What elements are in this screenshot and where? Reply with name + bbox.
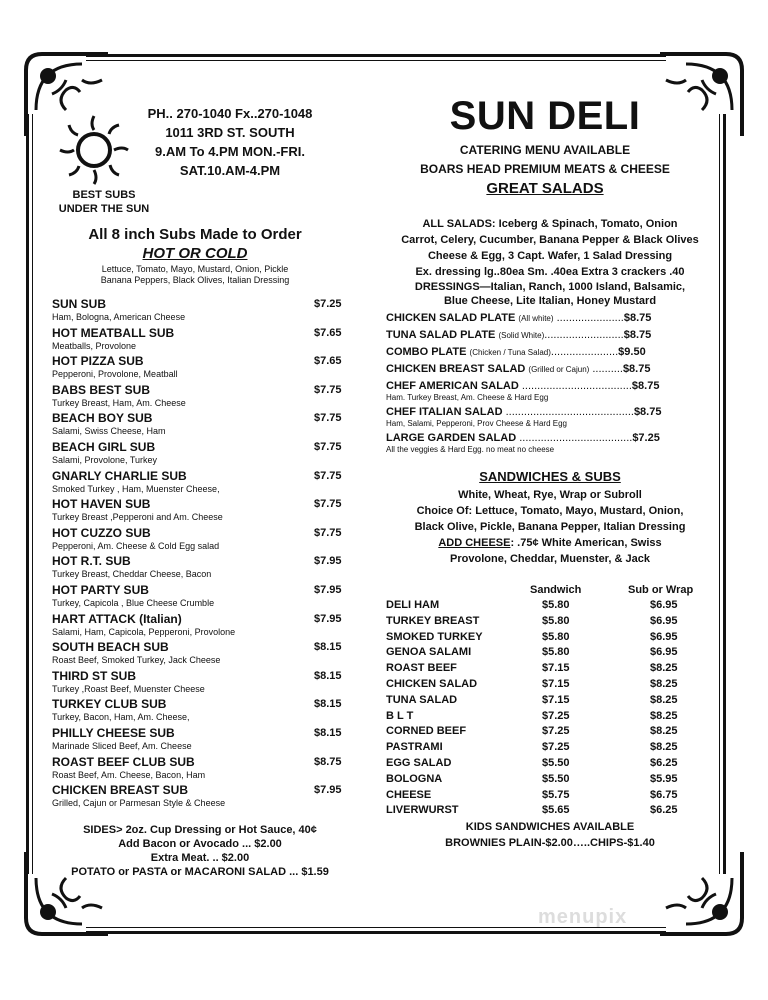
salad-dots: ..........................................: [505, 406, 634, 418]
page-title: SUN DELI: [449, 94, 641, 138]
sub-name: TURKEY CLUB SUB: [52, 697, 167, 712]
sub-price: $7.65: [314, 326, 342, 339]
sandwich-name: TUNA SALAD: [386, 693, 458, 706]
sub-name: HOT R.T. SUB: [52, 554, 131, 569]
salad-item: [386, 363, 686, 380]
salad-item: [386, 329, 686, 346]
sandwich-name: EGG SALAD: [386, 756, 452, 769]
sub-wrap-price: $6.95: [650, 614, 678, 627]
corner-ornament-icon: [656, 848, 746, 938]
salad-item: [386, 312, 686, 329]
table-row: [386, 599, 706, 615]
sub-name: HART ATTACK (Italian): [52, 611, 182, 626]
sandwich-name: LIVERWURST: [386, 804, 459, 817]
sandwiches-info: White, Wheat, Rye, Wrap or Subroll Choice Of: Lettuce, Tomato, Mayo, Mustard, Onion, Black Olive, Pickle, Banana Pepper, Italian Dressing ADD CHEESE: .75¢ White American, Swiss Provolone, Cheddar, Muenster, & Jack: [414, 489, 686, 565]
salad-desc: Ham. Turkey Breast, Am. Cheese & Hard Egg: [386, 393, 549, 402]
sub-item: [52, 612, 348, 641]
subs-list: [52, 297, 348, 812]
sub-price: $7.75: [314, 440, 342, 453]
sub-price: $8.75: [314, 755, 342, 768]
table-row: [386, 678, 706, 694]
sandwich-name: B L T: [386, 709, 414, 722]
kids-text: KIDS SANDWICHES AVAILABLE: [465, 821, 635, 833]
tagline: BEST SUBS UNDER THE SUN: [58, 189, 150, 215]
sub-item: [52, 697, 348, 726]
sub-item: [52, 583, 348, 612]
sandwich-price: $5.50: [542, 756, 570, 769]
sub-name: GNARLY CHARLIE SUB: [52, 468, 187, 483]
sandwich-name: BOLOGNA: [386, 772, 443, 785]
sub-item: [52, 726, 348, 755]
table-row: [386, 631, 706, 647]
sub-name: HOT PARTY SUB: [52, 582, 149, 597]
phone-text: PH.. 270-1040 Fx..270-1048: [147, 106, 313, 121]
salad-name: TUNA SALAD PLATE: [386, 329, 496, 341]
sub-wrap-price: $6.95: [650, 630, 678, 643]
sub-desc: Meatballs, Provolone: [52, 340, 137, 351]
table-row: [386, 757, 706, 773]
brownies-text: BROWNIES PLAIN-$2.00…..CHIPS-$1.40: [445, 837, 655, 849]
sub-item: [52, 383, 348, 412]
salad-desc: Ham, Salami, Pepperoni, Prov Cheese & Hard Egg: [386, 419, 567, 428]
salad-item: [386, 346, 686, 363]
table-row: [386, 725, 706, 741]
salads-info: ALL SALADS: Iceberg & Spinach, Tomato, Onion Carrot, Celery, Cucumber, Banana Pepper & Black Olives Cheese & Egg, 3 Capt. Wafer, 1 Salad Dressing Ex. dressing lg..80ea Sm. .40ea Extra 3 crackers .40 DRESSINGS—Italian, Ranch, 1000 Island, Balsamic, Blue Cheese, Lite Italian, Honey Mustard: [401, 218, 699, 307]
sub-name: HOT PIZZA SUB: [52, 354, 144, 369]
sub-price: $7.75: [314, 469, 342, 482]
sub-price: $7.95: [314, 612, 342, 625]
sub-desc: Roast Beef, Smoked Turkey, Jack Cheese: [52, 655, 221, 666]
salad-name: COMBO PLATE: [386, 346, 467, 358]
col-header-sub: Sub or Wrap: [628, 584, 694, 596]
catering-text: CATERING MENU AVAILABLE: [459, 143, 631, 157]
sub-desc: Pepperoni, Am. Cheese & Cold Egg salad: [52, 540, 220, 551]
salad-dots: .....................................: [519, 432, 633, 444]
sub-desc: Turkey, Capicola , Blue Cheese Crumble: [52, 597, 215, 608]
sub-wrap-price: $6.95: [650, 646, 678, 659]
sub-item: [52, 783, 348, 812]
sub-item: [52, 554, 348, 583]
hot-or-cold: HOT OR COLD: [142, 245, 248, 262]
hours-weekday: 9.AM To 4.PM MON.-FRI.: [155, 144, 305, 159]
subs-heading: All 8 inch Subs Made to Order: [88, 226, 302, 243]
sandwich-price: $5.80: [542, 614, 570, 627]
table-row: [386, 615, 706, 631]
salad-note: (All white): [518, 314, 554, 323]
table-row: [386, 662, 706, 678]
sandwich-table: [386, 599, 706, 820]
sub-wrap-price: $8.25: [650, 709, 678, 722]
sub-item: [52, 755, 348, 784]
table-row: [386, 773, 706, 789]
salad-dots: ....................................: [521, 380, 632, 392]
sandwich-price: $7.15: [542, 662, 570, 675]
sandwich-name: TURKEY BREAST: [386, 614, 480, 627]
sub-desc: Turkey Breast, Cheddar Cheese, Bacon: [52, 569, 212, 580]
sub-wrap-price: $8.25: [650, 725, 678, 738]
salad-note: (Solid White): [498, 331, 545, 340]
sub-wrap-price: $8.25: [650, 693, 678, 706]
salad-name: CHICKEN BREAST SALAD: [386, 363, 526, 375]
hours-saturday: SAT.10.AM-4.PM: [179, 163, 281, 178]
sub-price: $8.15: [314, 726, 342, 739]
sub-price: $7.95: [314, 784, 342, 797]
sandwich-price: $7.15: [542, 693, 570, 706]
sub-name: HOT MEATBALL SUB: [52, 325, 175, 340]
table-row: [386, 646, 706, 662]
sandwich-name: CORNED BEEF: [386, 725, 467, 738]
sub-name: HOT HAVEN SUB: [52, 497, 151, 512]
sandwich-name: CHEESE: [386, 788, 432, 801]
sandwich-price: $7.25: [542, 741, 570, 754]
salad-price: $8.75: [633, 406, 662, 418]
sandwich-price: $5.65: [542, 804, 570, 817]
sub-wrap-price: $6.25: [650, 756, 678, 769]
sub-name: SUN SUB: [52, 297, 107, 311]
sub-wrap-price: $8.25: [650, 677, 678, 690]
salads-heading: GREAT SALADS: [486, 180, 604, 197]
sandwich-price: $5.50: [542, 772, 570, 785]
sandwich-price: $7.25: [542, 709, 570, 722]
sub-name: SOUTH BEACH SUB: [52, 640, 169, 655]
sub-price: $7.75: [314, 383, 342, 396]
salad-name: CHICKEN SALAD PLATE: [386, 312, 516, 324]
sub-item: [52, 669, 348, 698]
salad-price: $7.25: [632, 432, 660, 444]
sub-item: [52, 440, 348, 469]
sub-desc: Salami, Ham, Capicola, Pepperoni, Provolone: [52, 626, 236, 637]
sandwich-price: $5.80: [542, 630, 570, 643]
sub-name: PHILLY CHEESE SUB: [52, 725, 175, 740]
sub-price: $7.75: [314, 526, 342, 539]
salad-item: [386, 432, 686, 458]
sub-desc: Turkey ,Roast Beef, Muenster Cheese: [52, 683, 205, 694]
sub-price: $8.15: [314, 698, 342, 711]
salad-item: [386, 380, 686, 406]
sub-item: [52, 497, 348, 526]
sandwich-price: $7.25: [542, 725, 570, 738]
salad-dots: ......................: [550, 346, 619, 358]
sandwich-price: $5.75: [542, 788, 570, 801]
sub-wrap-price: $6.25: [650, 804, 678, 817]
sub-wrap-price: $5.95: [650, 772, 678, 785]
sub-name: THIRD ST SUB: [52, 668, 136, 683]
add-cheese-text: : .75¢ White American, Swiss: [510, 537, 662, 549]
sandwiches-heading: SANDWICHES & SUBS: [479, 469, 621, 484]
sub-item: [52, 526, 348, 555]
table-row: [386, 741, 706, 757]
salad-item: [386, 406, 686, 432]
table-row: [386, 710, 706, 726]
salad-dots: ......................: [553, 312, 624, 324]
sub-desc: Roast Beef, Am. Cheese, Bacon, Ham: [52, 769, 206, 780]
sub-wrap-price: $8.25: [650, 662, 678, 675]
sandwich-price: $7.15: [542, 677, 570, 690]
salad-name: CHEF ITALIAN SALAD: [386, 406, 503, 418]
sub-item: [52, 640, 348, 669]
sub-desc: Turkey, Bacon, Ham, Am. Cheese,: [52, 712, 190, 723]
sandwich-price: $5.80: [542, 646, 570, 659]
salad-note: (Grilled or Cajun): [528, 365, 590, 374]
sandwich-name: DELI HAM: [386, 599, 440, 611]
sub-item: [52, 411, 348, 440]
sub-name: BEACH GIRL SUB: [52, 439, 156, 454]
sub-wrap-price: $8.25: [650, 741, 678, 754]
salad-desc: All the veggies & Hard Egg. no meat no cheese: [386, 445, 555, 454]
sub-price: $7.25: [314, 298, 342, 310]
address-text: 1011 3RD ST. SOUTH: [165, 125, 295, 140]
sun-icon: [56, 112, 132, 188]
sub-item: [52, 297, 348, 326]
salad-name: LARGE GARDEN SALAD: [386, 432, 517, 444]
sub-price: $8.15: [314, 669, 342, 682]
sub-desc: Salami, Provolone, Turkey: [52, 454, 158, 465]
sandwich-name: PASTRAMI: [386, 741, 443, 754]
watermark-text: menupix: [538, 906, 628, 928]
sub-price: $8.15: [314, 641, 342, 654]
table-row: [386, 789, 706, 805]
table-row: [386, 804, 706, 820]
sub-name: HOT CUZZO SUB: [52, 525, 151, 540]
sandwich-name: SMOKED TURKEY: [386, 630, 483, 643]
sandwich-price: $5.80: [542, 599, 570, 611]
sub-desc: Pepperoni, Provolone, Meatball: [52, 369, 178, 380]
salad-price: $8.75: [622, 363, 651, 375]
sub-price: $7.75: [314, 412, 342, 425]
sub-item: [52, 326, 348, 355]
sub-item: [52, 469, 348, 498]
sandwich-name: ROAST BEEF: [386, 662, 457, 675]
toppings-text: Lettuce, Tomato, Mayo, Mustard, Onion, Pickle Banana Peppers, Black Olives, Italian Dressing: [100, 264, 290, 285]
sub-item: [52, 354, 348, 383]
contact-block: [130, 104, 330, 180]
sub-desc: Grilled, Cajun or Parmesan Style & Cheese: [52, 798, 226, 809]
salad-dots: ..........................: [544, 329, 624, 341]
sub-desc: Salami, Swiss Cheese, Ham: [52, 426, 166, 437]
salad-price: $8.75: [631, 380, 660, 392]
salad-price: $8.75: [623, 312, 652, 324]
sub-name: BABS BEST SUB: [52, 382, 151, 397]
boars-head-text: BOARS HEAD PREMIUM MEATS & CHEESE: [420, 162, 670, 176]
sides-block: SIDES> 2oz. Cup Dressing or Hot Sauce, 40¢ Add Bacon or Avocado ... $2.00 Extra Meat. .. $2.00 POTATO or PASTA or MACARONI SALAD ... $1.59: [71, 824, 329, 878]
salad-price: $9.50: [618, 346, 646, 358]
sub-name: CHICKEN BREAST SUB: [52, 783, 189, 798]
sub-name: ROAST BEEF CLUB SUB: [52, 754, 195, 769]
sub-name: BEACH BOY SUB: [52, 411, 153, 426]
sub-wrap-price: $6.95: [650, 599, 678, 611]
salad-note: (Chicken / Tuna Salad): [469, 348, 551, 357]
sub-desc: Ham, Bologna, American Cheese: [52, 312, 186, 322]
sandwich-name: CHICKEN SALAD: [386, 677, 478, 690]
sub-desc: Turkey Breast ,Pepperoni and Am. Cheese: [52, 512, 223, 523]
salad-name: CHEF AMERICAN SALAD: [386, 380, 519, 392]
salad-dots: ..........: [589, 363, 623, 375]
sandwich-name: GENOA SALAMI: [386, 646, 472, 659]
salads-list: [386, 312, 686, 458]
sub-price: $7.95: [314, 555, 342, 568]
col-header-sandwich: Sandwich: [530, 584, 582, 596]
sub-desc: Smoked Turkey , Ham, Muenster Cheese,: [52, 483, 220, 494]
table-row: [386, 694, 706, 710]
sub-price: $7.95: [314, 583, 342, 596]
sub-desc: Turkey Breast, Ham, Am. Cheese: [52, 397, 186, 408]
sub-price: $7.75: [314, 498, 342, 511]
sub-wrap-price: $6.75: [650, 788, 678, 801]
salad-price: $8.75: [623, 329, 652, 341]
sub-price: $7.65: [314, 355, 342, 368]
add-cheese-label: ADD CHEESE: [438, 537, 511, 549]
sub-desc: Marinade Sliced Beef, Am. Cheese: [52, 740, 192, 751]
